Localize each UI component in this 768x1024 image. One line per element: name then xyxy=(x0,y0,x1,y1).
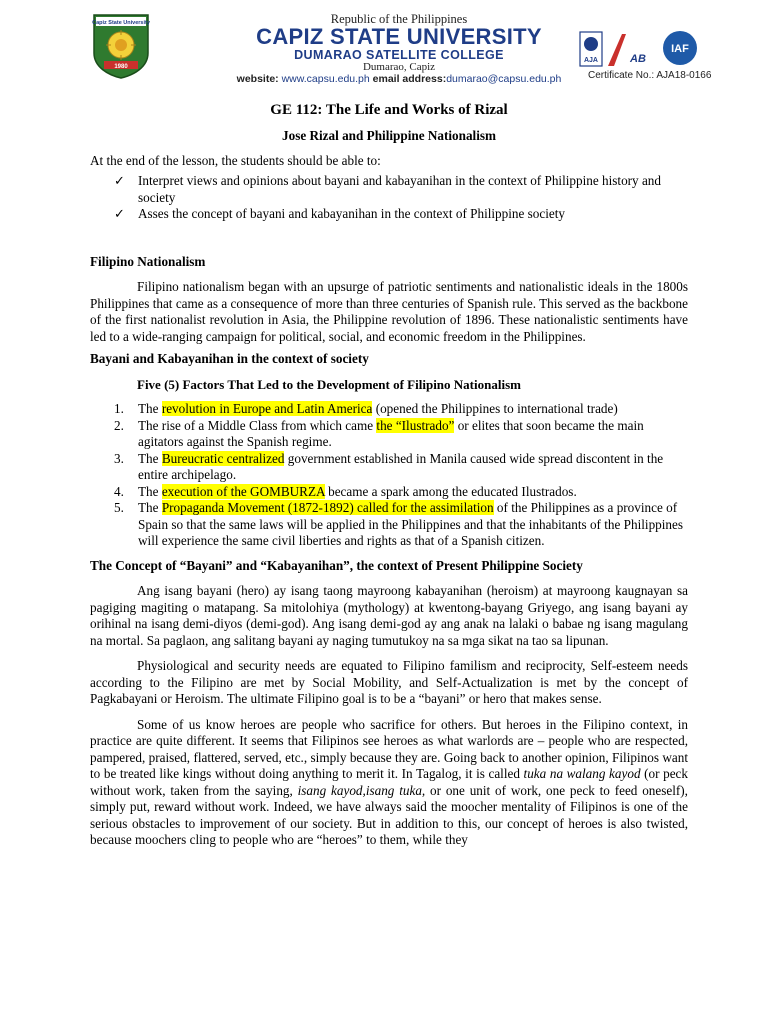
college-name: DUMARAO SATELLITE COLLEGE xyxy=(294,48,504,62)
factor-text: became a spark among the educated Ilustrados. xyxy=(324,483,577,499)
factor-text: The xyxy=(138,483,162,499)
list-item xyxy=(114,206,688,223)
list-item xyxy=(114,450,688,484)
section-heading-nationalism: Filipino Nationalism xyxy=(90,253,206,269)
list-item xyxy=(114,500,688,550)
factor-text: The xyxy=(138,500,162,515)
objectives-list xyxy=(90,173,688,223)
factor-text: The rise of a Middle Class from which came xyxy=(138,417,377,433)
nationalism-paragraph: Filipino nationalism began with an upsurge of patriotic sentiments and nationalistic ideals in the 1800s Philippines that came as a consequence of more than three centuries of Spanish rule. This served as the backbone of the first nationalist revolution in Asia, the Philippine revolution of 1896. These nationalistic sentiments have led to a wide-ranging campaign for political, social, and economic freedom in the Philippines. xyxy=(90,279,688,344)
republic-line: Republic of the Philippines xyxy=(330,12,468,26)
logo-year-text: 1980 xyxy=(114,64,128,70)
list-item xyxy=(114,483,688,501)
item-number: 4. xyxy=(114,483,124,499)
objective-text: Interpret views and opinions about bayani and kabayanihan in the context of Philippine history and society xyxy=(138,173,661,205)
list-item xyxy=(114,401,688,418)
logo-name-text: Capiz State University xyxy=(92,20,150,26)
factors-list xyxy=(90,401,688,550)
factor-text: (opened the Philippines to international trade) xyxy=(372,401,618,416)
factor-text: of the Philippines as a province of Spain so that the same laws will be applied in the Philippines and that the inhabitants of the Philippines will experience the same civil liberties and rights as that of a Spanish citizen. xyxy=(138,500,684,548)
item-number: 2. xyxy=(114,417,124,433)
letterhead xyxy=(0,0,768,90)
factor-text: government established in Manila caused wide spread discontent in the entire archipelago. xyxy=(138,450,664,482)
website-label: website: xyxy=(236,73,282,85)
paragraph-text: (or peck without work, taken from the saying, xyxy=(90,766,689,798)
section-heading-bayani: Bayani and Kabayanihan in the context of society xyxy=(90,351,369,366)
cert-ab-text: AB xyxy=(630,53,646,65)
objective-text: Asses the concept of bayani and kabayanihan in the context of Philippine society xyxy=(138,206,566,221)
page-subtitle: Jose Rizal and Philippine Nationalism xyxy=(282,128,496,143)
item-number: 5. xyxy=(114,500,124,515)
highlighted-text: execution of the GOMBURZA xyxy=(161,483,325,499)
needs-paragraph: Physiological and security needs are equated to Filipino familism and reciprocity, Self-esteem needs according to the Filipino are met by Social Mobility, and Self-Actualization is met by the concept of Pagkabayani or Heroism. The ultimate Filipino goal is to be a “bayani” or hero that makes sense. xyxy=(90,658,688,706)
cert-iaf-text: IAF xyxy=(671,43,689,55)
italic-phrase: isang kayod,isang tuka, xyxy=(297,782,426,798)
list-item xyxy=(114,417,688,451)
list-item xyxy=(114,173,688,206)
bayani-paragraph: Ang isang bayani (hero) ay isang taong mayroong kabayanihan (heroism) at mayroong kaugnayan sa pagiging magiting o matapang. Sa mitolohiya (mythology) at kwentong-bayang Griyego, ang isang bayani ay orihinal na isang demi-diyos (demi-god). Ang isang demi-god ay ang anak na lalaki o babae ng isang magulang na mortal. Sa paglaon, ang salitang bayani ay naging tumutukoy na sa mga sikat na tao sa lipunan. xyxy=(90,583,688,648)
email-link[interactable]: dumarao@capsu.edu.ph xyxy=(446,73,562,85)
factor-text: The xyxy=(138,401,162,416)
factor-text: or elites that soon became the main agitators against the Spanish regime. xyxy=(138,417,644,449)
italic-phrase: tuka na walang kayod xyxy=(523,766,641,781)
university-name: CAPIZ STATE UNIVERSITY xyxy=(256,24,542,49)
letterhead-text xyxy=(220,12,578,86)
highlighted-text: Propaganda Movement (1872-1892) called for the assimilation xyxy=(161,500,494,515)
section-heading-concept: The Concept of “Bayani” and “Kabayanihan”, the context of Present Philippine Society xyxy=(90,557,583,573)
cert-aja-text: AJA xyxy=(583,57,599,64)
highlighted-text: Bureucratic centralized xyxy=(161,450,285,466)
college-location: Dumarao, Capiz xyxy=(362,61,436,73)
factor-text: The xyxy=(138,450,162,466)
certificate-number: Certificate No.: AJA18-0166 xyxy=(588,70,712,81)
check-icon: ✓ xyxy=(114,173,126,188)
university-seal-logo xyxy=(90,13,152,79)
website-link[interactable]: www.capsu.edu.ph xyxy=(281,73,370,85)
objectives-intro: At the end of the lesson, the students should be able to: xyxy=(90,152,381,168)
item-number: 1. xyxy=(114,401,124,416)
highlighted-text: the “Ilustrado” xyxy=(376,417,455,433)
document-body xyxy=(90,100,688,849)
heroes-paragraph xyxy=(90,717,688,849)
check-icon: ✓ xyxy=(114,206,126,221)
paragraph-text: Some of us know heroes are people who sacrifice for others. But heroes in the Filipino context, in practice are quite different. It seems that Filipinos see heroes as what warlords are – people who are respected, pampered, praised, flattered, served, etc., simply because they are. Going back to another opinion, Filipinos want to be treated like kings without doing anything to merit it. In Tagalog, it is called xyxy=(90,716,688,781)
highlighted-text: revolution in Europe and Latin America xyxy=(161,401,373,416)
email-label: email address: xyxy=(369,73,447,85)
contact-line xyxy=(220,73,578,86)
certification-logos xyxy=(578,28,708,70)
item-number: 3. xyxy=(114,450,124,466)
factors-title: Five (5) Factors That Led to the Development of Filipino Nationalism xyxy=(137,376,521,392)
page-title: GE 112: The Life and Works of Rizal xyxy=(270,102,508,118)
paragraph-text: or one unit of work, one peck to feed oneself), simply put, reward without work. Indeed, we have always said the moocher mentality of Filipinos is one of the serious obstacles to improvement of our society. But in addition to this, our concept of heroes is also twisted, because moochers cling to people who are “heroes” to them, while they xyxy=(90,782,688,847)
